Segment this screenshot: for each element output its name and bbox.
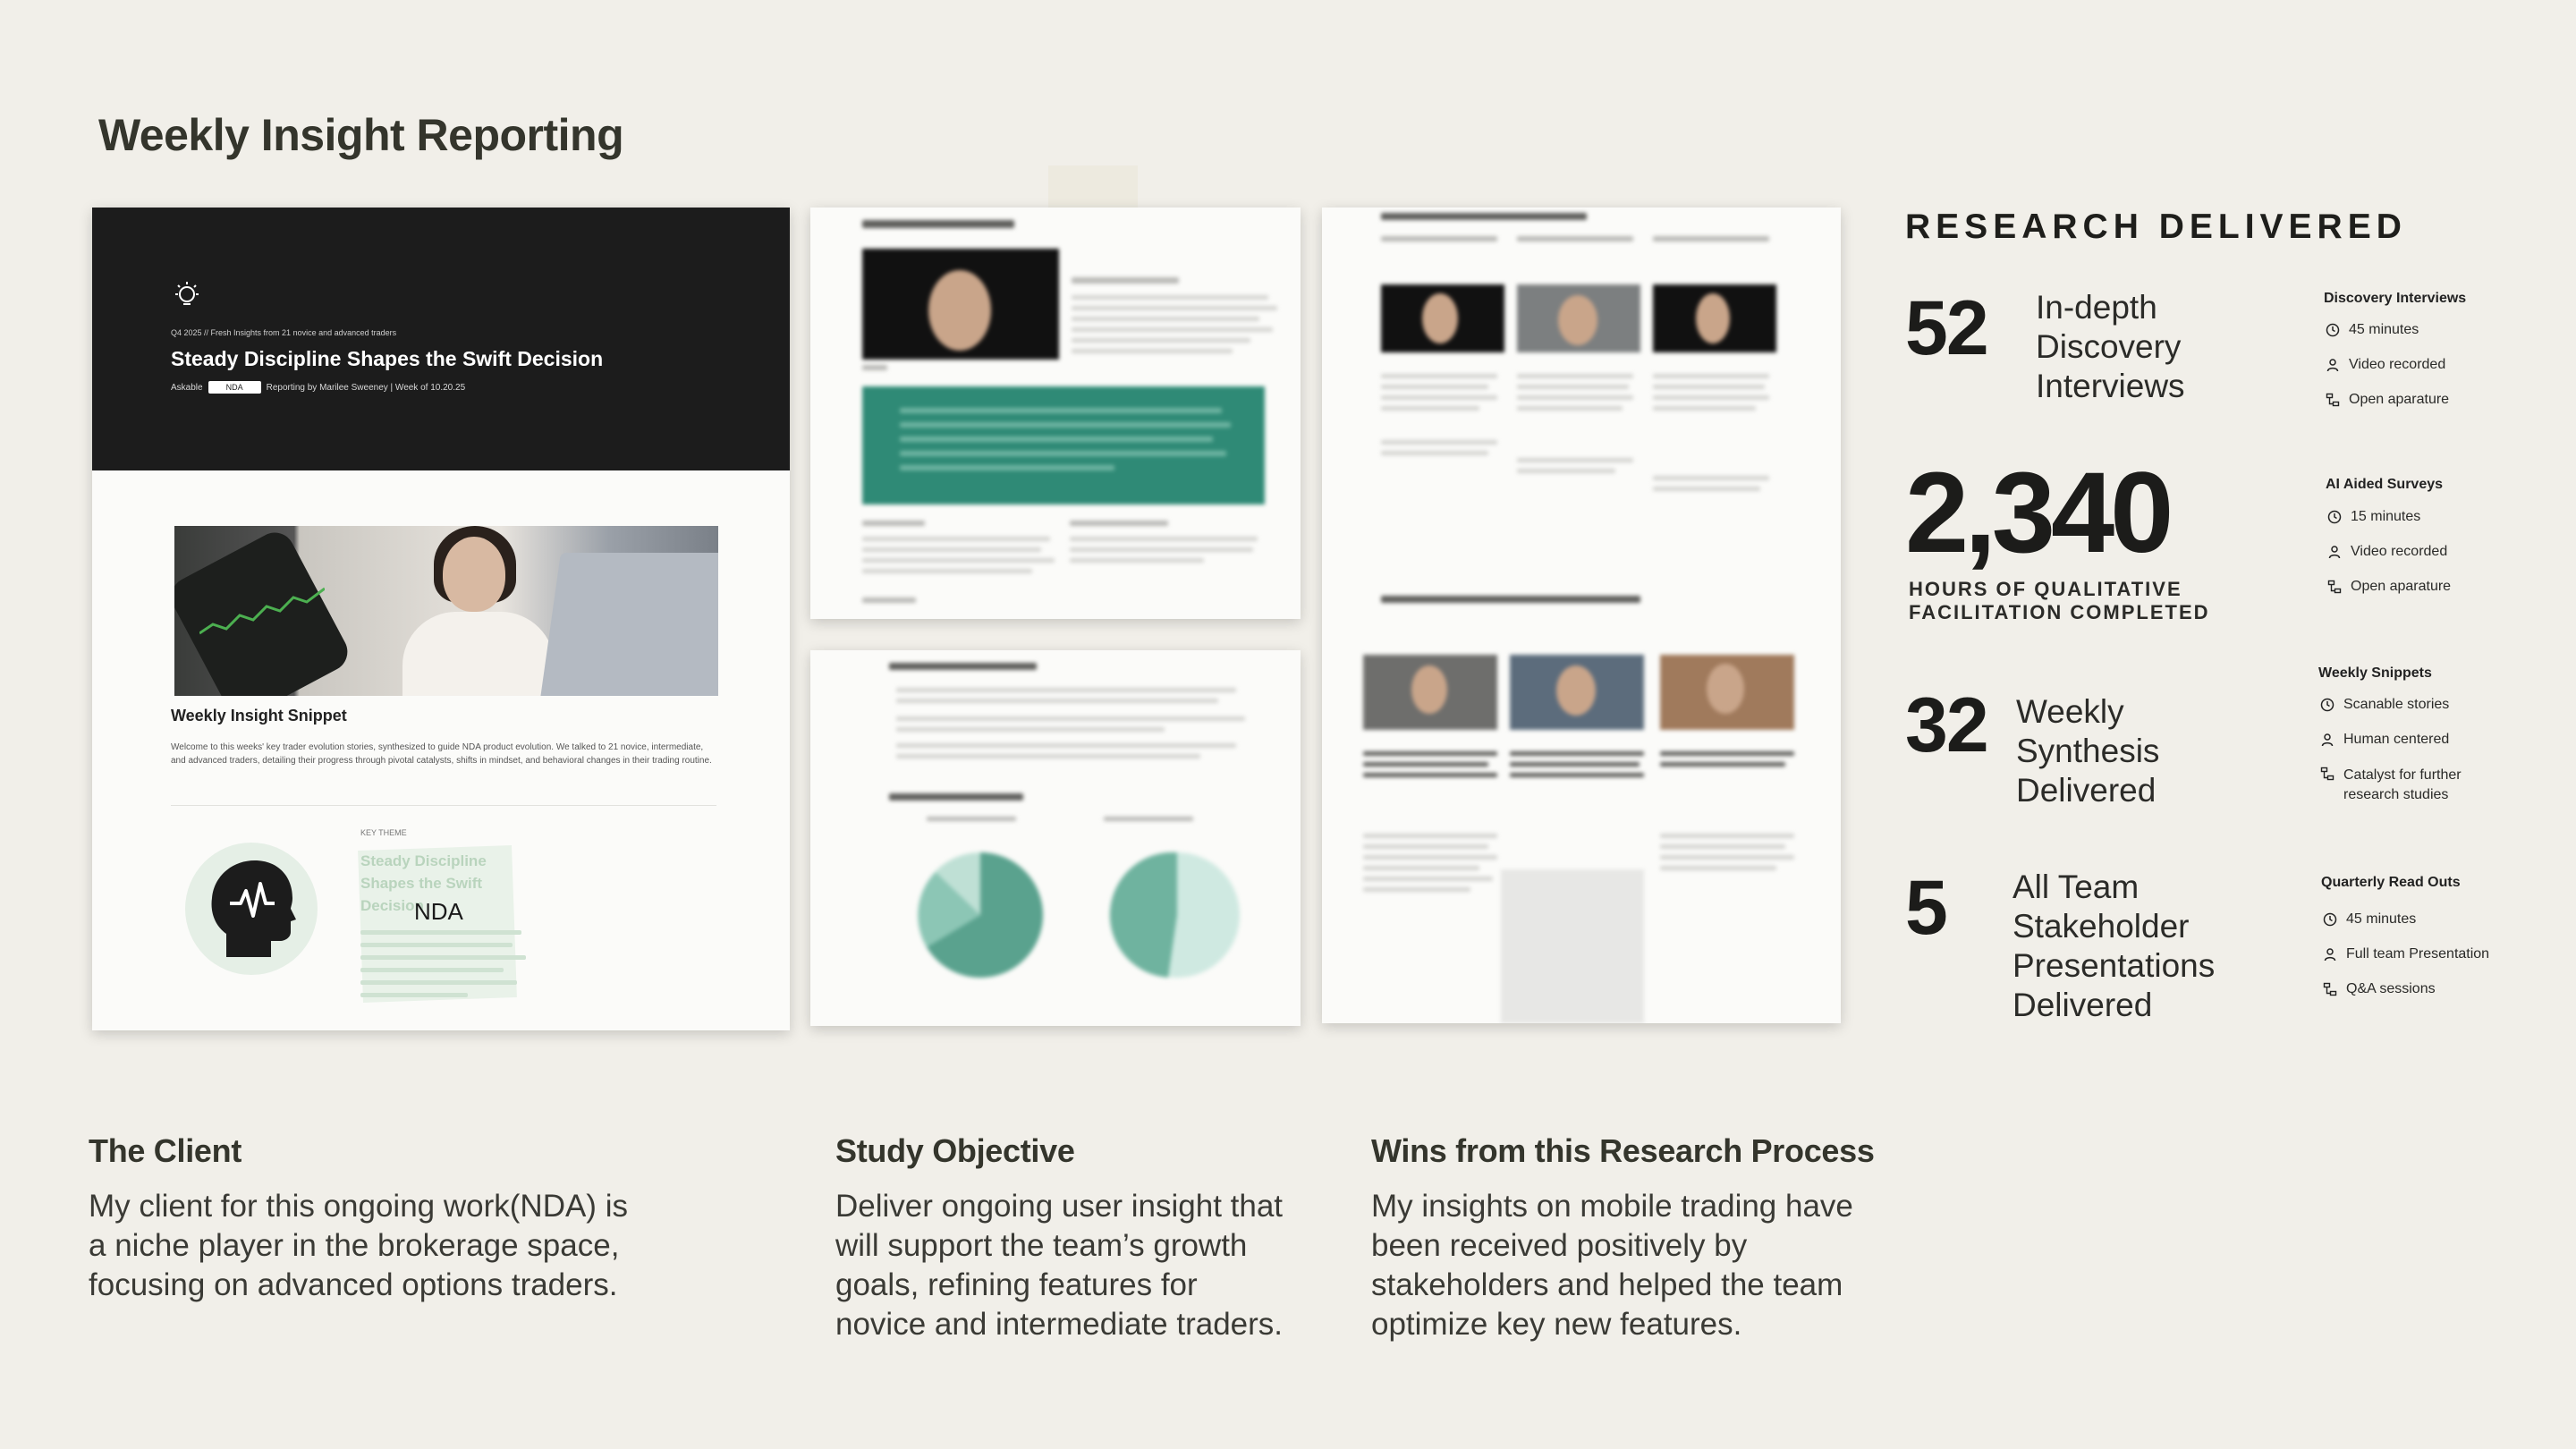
detail-text: 45 minutes	[2346, 911, 2417, 927]
snippet-subtitle: Weekly Insight Snippet	[171, 707, 347, 724]
snippet-preview-card	[92, 208, 790, 1030]
person-icon	[2326, 358, 2340, 372]
key-theme-label: KEY THEME	[360, 828, 407, 837]
detail-item	[2323, 946, 2489, 962]
stat-label-hours	[1909, 578, 2210, 624]
stat-label-line: Weekly	[2016, 693, 2124, 730]
section-title-objective: Study Objective	[835, 1132, 1075, 1169]
byline-prefix: Askable	[171, 382, 203, 393]
section-line: focusing on advanced options traders.	[89, 1267, 618, 1302]
detail-text: Human centered	[2343, 732, 2450, 747]
stat-label-line: Discovery	[2036, 328, 2182, 365]
tree-icon	[2323, 982, 2337, 996]
nda-sticky-tab	[1048, 165, 1138, 208]
stat-label-line: FACILITATION COMPLETED	[1909, 601, 2210, 623]
detail-text: Q&A sessions	[2346, 981, 2436, 996]
trader-story-card	[810, 208, 1301, 619]
detail-title-snippets: Weekly Snippets	[2318, 665, 2432, 681]
faded-body-lines	[360, 930, 530, 1005]
section-line: My client for this ongoing work(NDA) is	[89, 1189, 628, 1224]
stat-label-line: Delivered	[2016, 772, 2157, 809]
detail-text: Video recorded	[2351, 544, 2448, 559]
trader-photo	[174, 526, 718, 696]
stat-label-line: HOURS OF QUALITATIVE	[1909, 578, 2182, 600]
snippet-title: Steady Discipline Shapes the Swift Decision	[171, 347, 604, 370]
detail-text: Scanable stories	[2343, 697, 2450, 712]
section-line: Deliver ongoing user insight that	[835, 1189, 1284, 1224]
stat-number-synthesis: 32	[1905, 682, 1987, 768]
snippet-body: Welcome to this weeks' key trader evolution stories, synthesized to guide NDA product evolution. We talked to 21 novice, intermediate, and advanced traders, detailing their progress through pivotal catalysts, shifts in mindset, and behavioral changes in their trading routine.	[171, 742, 712, 766]
nda-chip: NDA	[208, 381, 261, 394]
detail-item	[2326, 392, 2449, 408]
tree-icon	[2326, 393, 2340, 407]
snippet-header	[92, 208, 790, 470]
demographics-card	[810, 650, 1301, 1026]
section-line: goals, refining features for	[835, 1267, 1198, 1302]
stat-label-line: Presentations	[2012, 947, 2216, 984]
pie-charts	[900, 826, 1258, 1004]
page-title: Weekly Insight Reporting	[98, 110, 624, 160]
stat-number-interviews: 52	[1905, 285, 1987, 371]
detail-text: Catalyst for further research studies	[2343, 767, 2462, 802]
stat-label-line: Stakeholder	[2012, 908, 2190, 945]
detail-item	[2327, 544, 2447, 560]
clock-icon	[2320, 698, 2334, 712]
stat-label-line: In-depth	[2036, 289, 2157, 326]
blurred-content	[810, 650, 1301, 1026]
stat-label-line: Delivered	[2012, 987, 2153, 1023]
detail-title-discovery: Discovery Interviews	[2324, 291, 2467, 306]
tree-icon	[2320, 767, 2334, 781]
section-line: novice and intermediate traders.	[835, 1307, 1283, 1342]
stat-number-presentations: 5	[1905, 865, 1946, 951]
stat-label-interviews	[2036, 288, 2185, 406]
divider	[171, 805, 716, 806]
quote-block	[862, 386, 1265, 504]
stat-number-hours: 2,340	[1905, 449, 2170, 577]
person-icon	[2327, 545, 2342, 559]
clock-icon	[2323, 912, 2337, 927]
section-line: a niche player in the brokerage space,	[89, 1228, 620, 1263]
research-delivered-heading: RESEARCH DELIVERED	[1905, 208, 2407, 246]
themes-card	[1322, 208, 1841, 1023]
stat-label-line: Synthesis	[2016, 733, 2160, 769]
detail-text: Open aparature	[2351, 579, 2452, 594]
detail-text: 15 minutes	[2351, 509, 2421, 524]
nda-overlay-label: NDA	[414, 898, 463, 925]
detail-item	[2326, 357, 2445, 373]
clock-icon	[2326, 323, 2340, 337]
detail-text: Open aparature	[2349, 392, 2450, 407]
stat-label-synthesis	[2016, 692, 2159, 810]
stat-label-line: Interviews	[2036, 368, 2185, 404]
section-title-wins: Wins from this Research Process	[1371, 1132, 1875, 1169]
stat-label-presentations	[2012, 868, 2215, 1025]
detail-item	[2326, 322, 2419, 338]
detail-title-surveys: AI Aided Surveys	[2326, 477, 2444, 492]
section-line: stakeholders and helped the team	[1371, 1267, 1843, 1302]
snippet-byline	[171, 381, 465, 394]
section-body-wins	[1371, 1187, 1853, 1344]
detail-item	[2327, 579, 2451, 595]
detail-item	[2327, 509, 2420, 525]
key-theme-text: Steady Discipline Shapes the Swift Decision	[360, 852, 487, 914]
section-line: optimize key new features.	[1371, 1307, 1742, 1342]
section-line: will support the team’s growth	[835, 1228, 1248, 1263]
section-line: been received positively by	[1371, 1228, 1748, 1263]
detail-text: Video recorded	[2349, 357, 2446, 372]
detail-item	[2323, 981, 2436, 997]
detail-item	[2320, 732, 2449, 748]
clock-icon	[2327, 510, 2342, 524]
stock-chart-image	[199, 580, 325, 642]
snippet-meta: Q4 2025 // Fresh Insights from 21 novice and advanced traders	[171, 328, 397, 337]
detail-title-readouts: Quarterly Read Outs	[2321, 875, 2461, 890]
detail-text: Full team Presentation	[2346, 946, 2490, 962]
laptop-image	[539, 553, 718, 696]
person-icon	[2323, 947, 2337, 962]
person-face	[443, 537, 505, 612]
section-title-client: The Client	[89, 1132, 242, 1169]
lightbulb-icon	[171, 279, 203, 311]
blurred-content	[810, 208, 1301, 619]
byline-suffix: Reporting by Marilee Sweeney | Week of 10.20.25	[266, 382, 466, 393]
participant-face	[928, 270, 991, 351]
person-body	[402, 612, 555, 696]
section-line: My insights on mobile trading have	[1371, 1189, 1853, 1224]
blurred-content	[1322, 208, 1841, 1023]
section-body-objective	[835, 1187, 1283, 1344]
person-icon	[2320, 733, 2334, 747]
detail-item	[2320, 697, 2449, 713]
stat-label-line: All Team	[2012, 869, 2140, 905]
brain-head-icon	[207, 857, 296, 961]
section-body-client	[89, 1187, 628, 1305]
detail-text: 45 minutes	[2349, 322, 2419, 337]
tree-icon	[2327, 580, 2342, 594]
detail-item	[2320, 766, 2499, 805]
detail-item	[2323, 911, 2416, 928]
